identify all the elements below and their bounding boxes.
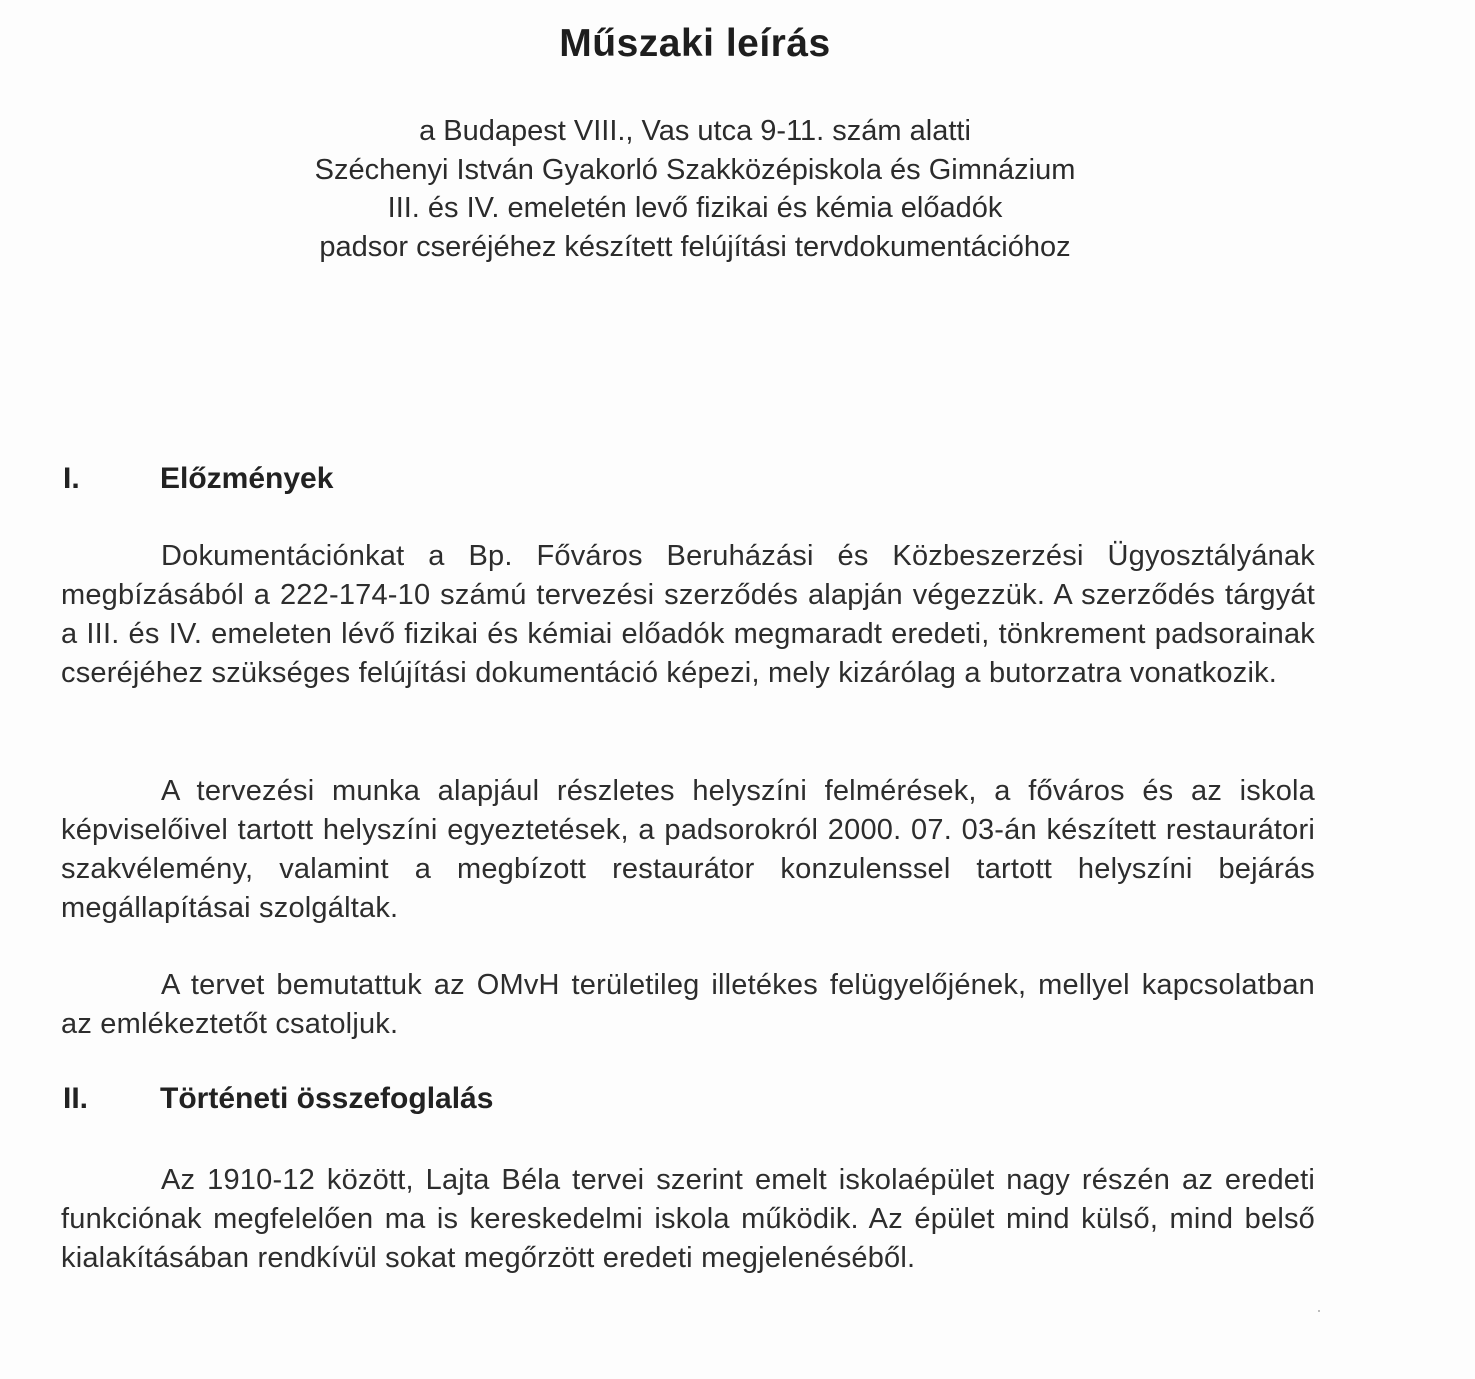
subtitle-line: Széchenyi István Gyakorló Szakközépiskola és Gimnázium [314,153,1076,186]
subtitle-line: a Budapest VIII., Vas utca 9-11. szám alatti [419,115,971,147]
section-number: I. [63,462,80,495]
subtitle-line: padsor cseréjéhez készített felújítási tervdokumentációhoz [319,230,1071,263]
section-title: Történeti összefoglalás [160,1082,494,1115]
paragraph: Dokumentációnkat a Bp. Főváros Beruházási és Közbeszerzési Ügyosztályának megbízásából a 222-174-10 számú tervezési szerződés alapján végezzük. A szerződés tárgyát a III. és IV. emeleten lévő fizikai és kémiai előadók megmaradt eredeti, tönkrement padsorainak cseréjéhez szükséges felújítási dokumentáció képezi, mely kizárólag a butorzatra vonatkozik. [61,540,1315,689]
section-heading-1 [63,462,333,496]
scan-speck [1318,1310,1320,1312]
subtitle-line: III. és IV. emeletén levő fizikai és kémia előadók [387,192,1003,224]
section-number: II. [63,1082,89,1115]
page-title: Műszaki leírás [559,22,831,65]
section-heading-2 [63,1082,493,1116]
paragraph: A tervezési munka alapjául részletes helyszíni felmérések, a főváros és az iskola képviselőivel tartott helyszíni egyeztetések, a padsorokról 2000. 07. 03-án készített restaurátori szakvélemény, valamint a megbízott restaurátor konzulenssel tartott helyszíni bejárás megállapításai szolgáltak. [61,775,1315,924]
paragraph: Az 1910-12 között, Lajta Béla tervei szerint emelt iskolaépület nagy részén az eredeti funkciónak megfelelően ma is kereskedelmi iskola működik. Az épület mind külső, mind belső kialakításában rendkívül sokat megőrzött eredeti megjelenéséből. [61,1164,1315,1274]
section-title: Előzmények [160,462,334,495]
document-subtitle [0,112,1390,266]
paragraph: A tervet bemutattuk az OMvH területileg illetékes felügyelőjének, mellyel kapcsolatban az emlékeztetőt csatoljuk. [61,969,1315,1040]
